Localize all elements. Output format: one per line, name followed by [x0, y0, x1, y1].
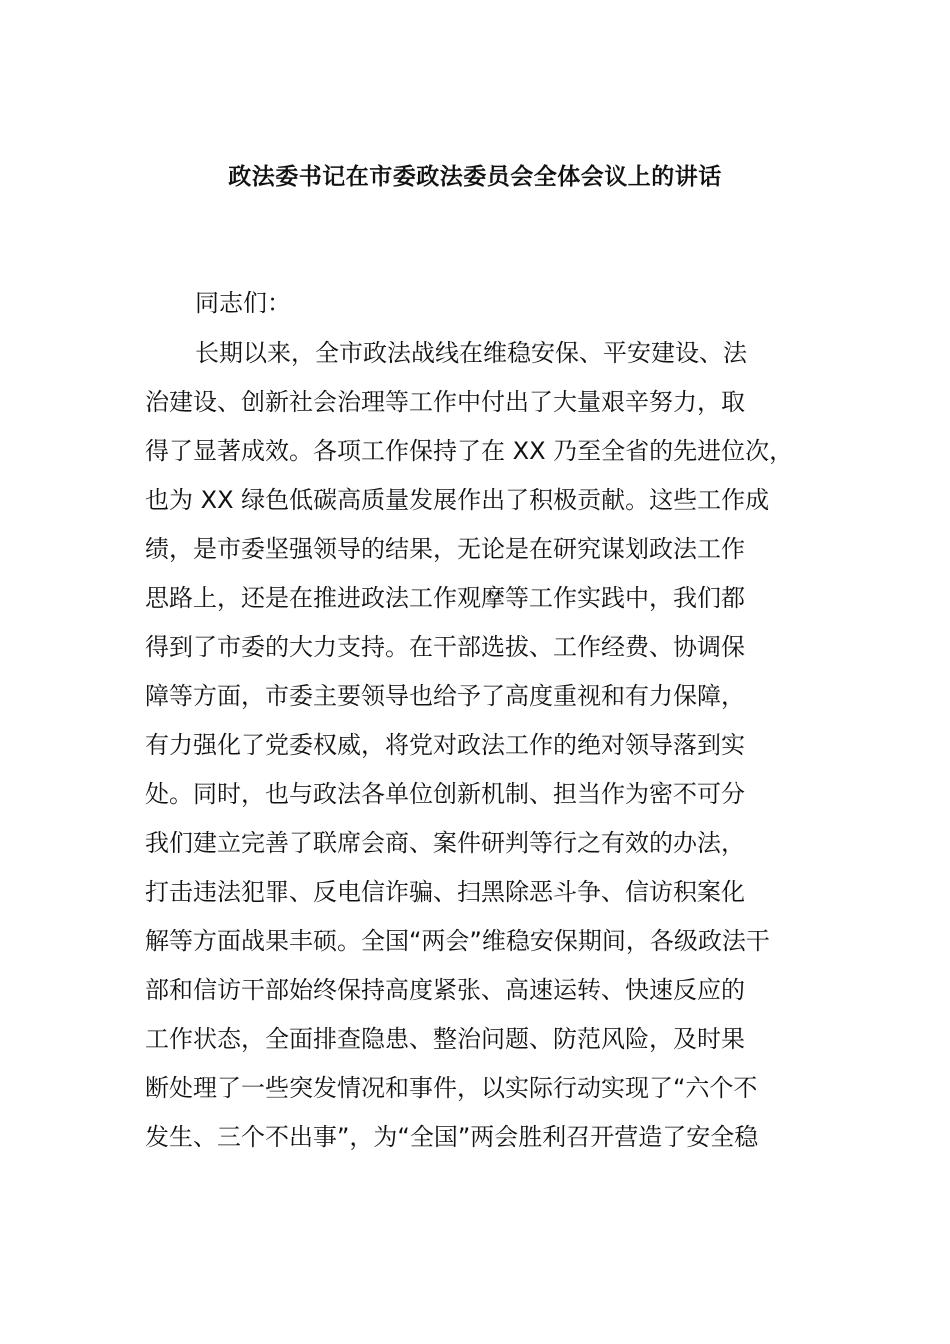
- paragraph-line: 思路上，还是在推进政法工作观摩等工作实践中，我们都: [145, 584, 745, 612]
- paragraph-line: 得了显著成效。各项工作保持了在 XX 乃至全省的先进位次，: [145, 437, 794, 465]
- paragraph-line: 打击违法犯罪、反电信诈骗、扫黑除恶斗争、信访积案化: [145, 878, 745, 906]
- paragraph-line: 发生、三个不出事”，为“全国”两会胜利召开营造了安全稳: [145, 1123, 759, 1151]
- body-paragraph: [145, 329, 845, 1162]
- document-title: 政法委书记在市委政法委员会全体会议上的讲话: [228, 164, 722, 190]
- paragraph-line: 绩，是市委坚强领导的结果，无论是在研究谋划政法工作: [145, 535, 745, 563]
- paragraph-line: 解等方面战果丰硕。全国“两会”维稳安保期间，各级政法干: [145, 927, 770, 955]
- paragraph-line: 处。同时，也与政法各单位创新机制、担当作为密不可分: [145, 780, 745, 808]
- paragraph-line: 我们建立完善了联席会商、案件研判等行之有效的办法，: [145, 829, 745, 857]
- paragraph-line: 部和信访干部始终保持高度紧张、高速运转、快速反应的: [145, 976, 745, 1004]
- greeting: 同志们：: [195, 289, 291, 317]
- paragraph-line: 长期以来，全市政法战线在维稳安保、平安建设、法: [195, 339, 747, 367]
- paragraph-line: 断处理了一些突发情况和事件，以实际行动实现了“六个不: [145, 1074, 758, 1102]
- paragraph-line: 得到了市委的大力支持。在干部选拔、工作经费、协调保: [145, 633, 745, 661]
- paragraph-line: 也为 XX 绿色低碳高质量发展作出了积极贡献。这些工作成: [145, 486, 770, 514]
- paragraph-line: 工作状态，全面排查隐患、整治问题、防范风险，及时果: [145, 1025, 745, 1053]
- paragraph-line: 障等方面，市委主要领导也给予了高度重视和有力保障，: [145, 682, 745, 710]
- paragraph-line: 治建设、创新社会治理等工作中付出了大量艰辛努力，取: [145, 388, 745, 416]
- paragraph-line: 有力强化了党委权威，将党对政法工作的绝对领导落到实: [145, 731, 745, 759]
